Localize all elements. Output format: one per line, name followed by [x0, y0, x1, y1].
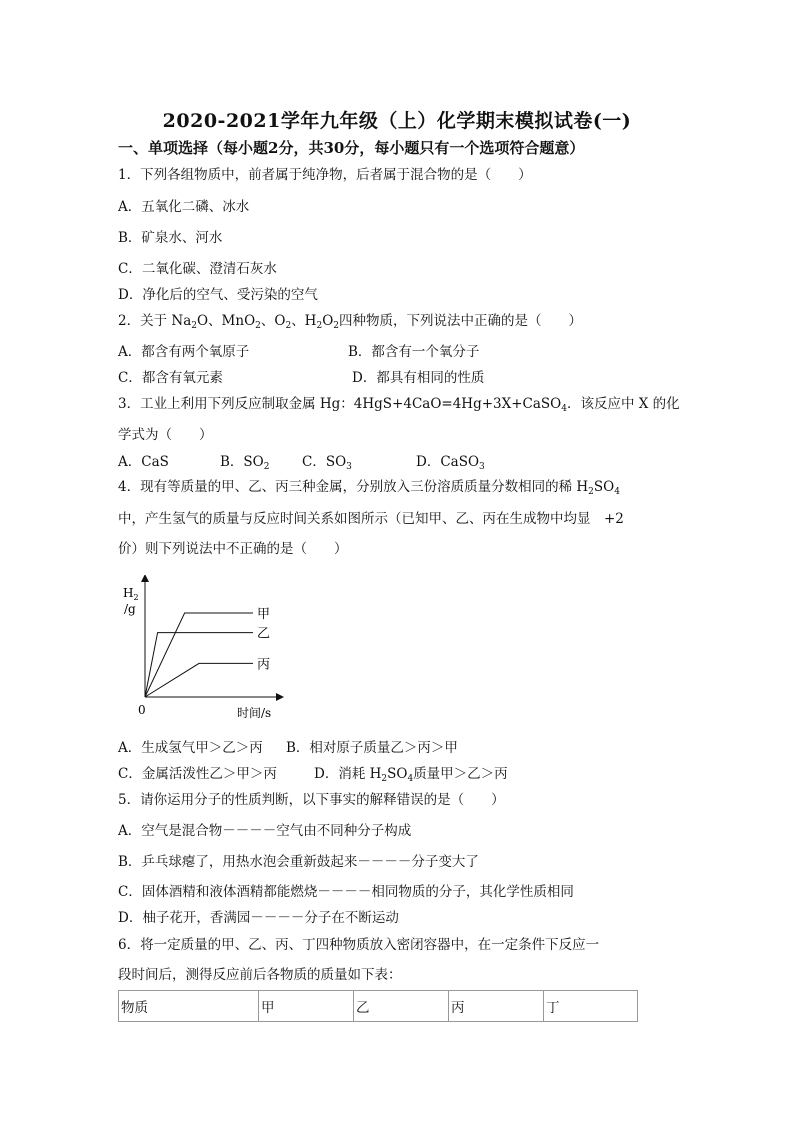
q4-stem-line1: 4．现有等质量的甲、乙、丙三种金属，分别放入三份溶质质量分数相同的稀 $H_2SO_4$	[118, 479, 620, 497]
q3-option-c: C．$SO_3$	[302, 454, 352, 472]
hydrogen-time-graph	[118, 575, 288, 725]
q5-stem: 5．请你运用分子的性质判断，以下事实的解释错误的是（ ）	[118, 792, 505, 808]
q2-option-a: A．都含有两个氧原子	[118, 344, 250, 360]
q4-option-c: C．金属活泼性乙＞甲＞丙	[118, 766, 277, 782]
q2-option-c: C．都含有氧元素	[118, 370, 223, 386]
q1-option-b: B．矿泉水、河水	[118, 230, 223, 246]
table-cell: 丙	[449, 991, 544, 1022]
q5-option-a: A．空气是混合物－－－－空气由不同种分子构成	[118, 823, 412, 839]
q5-option-b: B．乒乓球瘪了，用热水泡会重新鼓起来－－－－分子变大了	[118, 854, 479, 870]
table-cell: 物质	[119, 991, 259, 1022]
q6-stem-line1: 6．将一定质量的甲、乙、丙、丁四种物质放入密闭容器中，在一定条件下反应一	[118, 937, 600, 953]
q6-stem-line2: 段时间后，测得反应前后各物质的质量如下表：	[118, 967, 402, 983]
q3-stem-line1: 3．工业上利用下列反应制取金属 Hg：4HgS+4CaO=4Hg+3X+CaSO$_4$．该反应中 X 的化	[118, 396, 680, 414]
origin-label: 0	[138, 703, 146, 717]
exam-title: 2020-2021学年九年级（上）化学期末模拟试卷(一)	[162, 110, 632, 132]
table-cell: 乙	[354, 991, 449, 1022]
series-label-0: 甲	[257, 607, 271, 622]
series-label-2: 丙	[257, 657, 271, 673]
q4-option-d: D．消耗 $H_2SO_4$质量甲＞乙＞丙	[314, 766, 508, 784]
q4-option-b: B．相对原子质量乙＞丙＞甲	[286, 740, 458, 756]
q5-option-c: C．固体酒精和液体酒精都能燃烧－－－－相同物质的分子，其化学性质相同	[118, 884, 574, 900]
q2-option-d: D．都具有相同的性质	[352, 370, 485, 386]
q1-option-c: C．二氧化碳、澄清石灰水	[118, 261, 277, 277]
series-label-1: 乙	[257, 626, 271, 642]
q2-stem: 2．关于 $Na_2O$、MnO$_2$、$O_2$、$H_2O_2$四种物质，下列说法中正确的是（ ）	[118, 313, 583, 331]
table-cell: 甲	[259, 991, 354, 1022]
q3-stem-line2: 学式为（ ）	[118, 427, 213, 443]
section-heading: 一、单项选择（每小题2分，共30分，每小题只有一个选项符合题意）	[118, 139, 585, 157]
q5-option-d: D．柚子花开，香满园－－－－分子在不断运动	[118, 910, 399, 926]
q2-option-b: B．都含有一个氧分子	[348, 344, 480, 360]
q4-stem-line2: 中，产生氢气的质量与反应时间关系如图所示（已知甲、乙、丙在生成物中均显 +2	[118, 511, 624, 527]
q4-option-a: A．生成氢气甲＞乙＞丙	[118, 740, 263, 756]
mass-table	[118, 990, 638, 1022]
q3-option-d: D．CaSO$_3$	[416, 454, 485, 472]
table-cell: 丁	[544, 991, 638, 1022]
q1-option-a: A．五氧化二磷、冰水	[118, 199, 250, 215]
q4-stem-line3: 价）则下列说法中不正确的是（ ）	[118, 541, 348, 557]
series-line-2	[145, 663, 253, 697]
y-axis-label: $H_2$	[123, 586, 139, 602]
x-axis-label: 时间/s	[237, 706, 272, 720]
q3-option-b: B．$SO_2$	[220, 454, 270, 472]
y-axis-unit: /g	[124, 602, 136, 616]
series-line-0	[145, 613, 253, 697]
table-row	[119, 991, 638, 1022]
q3-option-a: A．CaS	[118, 454, 169, 470]
q1-option-d: D．净化后的空气、受污染的空气	[118, 287, 318, 303]
q1-stem: 1．下列各组物质中，前者属于纯净物，后者属于混合物的是（ ）	[118, 167, 532, 183]
